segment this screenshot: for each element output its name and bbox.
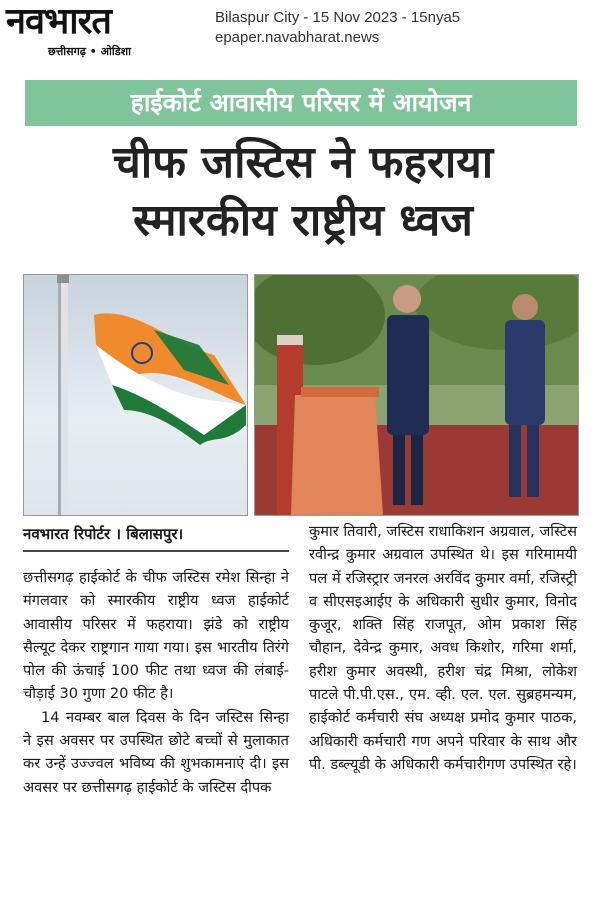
headline-line-1: चीफ जस्टिस ने फहराया	[112, 137, 494, 188]
ceremony-illustration	[255, 275, 578, 515]
edition-meta	[215, 8, 460, 48]
logo-title: नवभारत	[6, 1, 111, 42]
article-column-left	[23, 566, 289, 799]
masthead	[0, 0, 606, 64]
article-paragraph-1: छत्तीसगढ़ हाईकोर्ट के चीफ जस्टिस रमेश सिन्हा ने मंगलवार को स्मारकीय राष्ट्रीय ध्वज हाईकोर्ट आवासीय परिसर में फहराया। झंडे को राष्ट्रीय सैल्यूट देकर राष्ट्रगान गाया गया। इस भारतीय तिरंगे पोल की ऊंचाई 100 फीट तथा ध्वज की लंबाई-चौड़ाई 30 गुणा 20 फीट है।	[23, 569, 289, 703]
article-headline	[20, 134, 586, 250]
article-kicker: हाईकोर्ट आवासीय परिसर में आयोजन	[25, 80, 577, 126]
byline-divider	[23, 550, 289, 552]
article-paragraph-2: 14 नवम्बर बाल दिवस के दिन जस्टिस सिन्हा ने इस अवसर पर उपस्थित छोटे बच्चों से मुलाकात कर उन्हें उज्ज्वल भविष्य की शुभकामनाएं दी। इस अवसर पर छत्तीसगढ़ हाईकोर्ट के जस्टिस दीपक	[23, 708, 289, 796]
flag-photo	[23, 274, 248, 516]
newspaper-logo	[0, 0, 200, 64]
logo-subtitle: छत्तीसगढ़ • ओडिशा	[48, 45, 131, 58]
edition-info: Bilaspur City - 15 Nov 2023 - 15nya5	[215, 9, 461, 26]
flag-illustration	[24, 275, 247, 515]
ceremony-photo	[254, 274, 579, 516]
epaper-url: epaper.navabharat.news	[215, 29, 380, 46]
article-paragraph-3: कुमार तिवारी, जस्टिस राधाकिशन अग्रवाल, जस्टिस रवीन्द्र कुमार अग्रवाल उपस्थित थे। इस गरिमामयी पल में रजिस्ट्रार जनरल अरविंद कुमार वर्मा, रजिस्ट्री व सीएसइआईए के अधिकारी सुधीर कुमार, विनोद कुजूर, शक्ति सिंह राजपूत, ओम प्रकाश सिंह चौहान, देवेन्द्र कुमार, अवध किशोर, गरिमा शर्मा, हरीश कुमार अवस्थी, हरीश चंद्र मिश्रा, लोकेश पाटले पी.पी.एस., एम. व्ही. एल. एल. सुब्रहमन्यम, हाईकोर्ट कर्मचारी संघ अध्यक्ष प्रमोद कुमार पाठक, अधिकारी कर्मचारी गण अपने परिवार के साथ और पी. डब्ल्यूडी के अधिकारी कर्मचारीगण उपस्थित रहे।	[309, 523, 577, 773]
byline: नवभारत रिपोर्टर । बिलासपुर।	[23, 525, 184, 543]
article-column-right	[309, 520, 577, 776]
headline-line-2: स्मारकीय राष्ट्रीय ध्वज	[133, 195, 473, 246]
